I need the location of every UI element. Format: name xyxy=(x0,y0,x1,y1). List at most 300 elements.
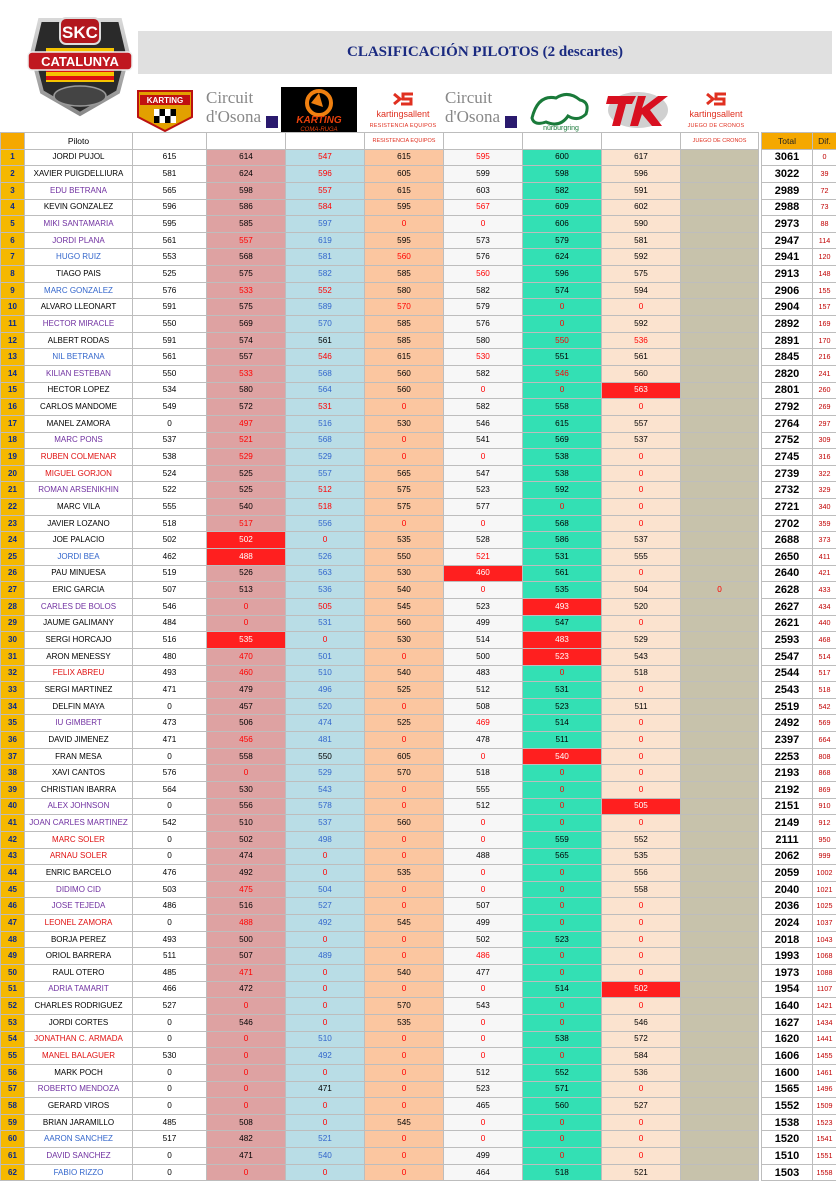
race-score-cell: 585 xyxy=(365,316,444,333)
race-score-cell: 474 xyxy=(286,715,365,732)
race-score-cell: 0 xyxy=(444,1031,523,1048)
dif-cell: 216 xyxy=(813,349,836,366)
header-row xyxy=(1,133,836,150)
race-score-cell: 581 xyxy=(286,249,365,266)
standings-row xyxy=(1,1014,836,1031)
race-score-cell: 0 xyxy=(286,632,365,649)
dif-cell: 1509 xyxy=(813,1098,836,1115)
race-score-cell xyxy=(681,998,759,1015)
race-score-cell: 591 xyxy=(133,299,207,316)
race-score-cell: 0 xyxy=(365,1031,444,1048)
race-score-cell: 498 xyxy=(286,831,365,848)
race-score-cell: 0 xyxy=(133,798,207,815)
race-score-cell: 550 xyxy=(133,316,207,333)
position-cell: 56 xyxy=(1,1064,25,1081)
race-score-cell: 584 xyxy=(602,1048,681,1065)
race-score-cell: 536 xyxy=(286,582,365,599)
pilot-name-cell: FELIX ABREU xyxy=(25,665,133,682)
race-score-cell xyxy=(681,282,759,299)
pilot-name-cell: EDU BETRANA xyxy=(25,182,133,199)
race-score-cell: 0 xyxy=(602,715,681,732)
standings-row xyxy=(1,432,836,449)
pilot-name-cell: CARLOS MANDOME xyxy=(25,399,133,416)
position-cell: 53 xyxy=(1,1014,25,1031)
race-score-cell: 493 xyxy=(523,598,602,615)
position-cell: 55 xyxy=(1,1048,25,1065)
race-score-cell: 527 xyxy=(286,898,365,915)
race-score-cell: 569 xyxy=(207,316,286,333)
pilot-name-cell: JORDI CORTES xyxy=(25,1014,133,1031)
race-score-cell: 586 xyxy=(207,199,286,216)
race-score-cell: 499 xyxy=(444,615,523,632)
standings-row xyxy=(1,515,836,532)
race-score-cell: 0 xyxy=(523,865,602,882)
race-score-cell xyxy=(681,915,759,932)
race-score-cell: 489 xyxy=(286,948,365,965)
race-score-cell: 0 xyxy=(365,648,444,665)
total-cell: 2906 xyxy=(762,282,813,299)
svg-text:COMA-RUGA: COMA-RUGA xyxy=(300,127,337,132)
race-score-cell: 557 xyxy=(286,465,365,482)
pilot-name-cell: CARLES DE BOLOS xyxy=(25,598,133,615)
race-score-cell: 592 xyxy=(602,249,681,266)
race-score-cell: 0 xyxy=(523,665,602,682)
race-score-cell: 560 xyxy=(365,815,444,832)
dif-cell: 1068 xyxy=(813,948,836,965)
race-score-cell: 0 xyxy=(286,865,365,882)
race-score-cell xyxy=(681,349,759,366)
pilot-name-cell: FRAN MESA xyxy=(25,748,133,765)
race-score-cell: 0 xyxy=(523,1014,602,1031)
race-score-cell: 0 xyxy=(207,1164,286,1181)
total-cell: 1620 xyxy=(762,1031,813,1048)
race-score-cell: 530 xyxy=(365,565,444,582)
position-cell: 41 xyxy=(1,815,25,832)
race-score-cell xyxy=(681,515,759,532)
race-score-cell: 536 xyxy=(602,332,681,349)
pilot-name-cell: GERARD VIROS xyxy=(25,1098,133,1115)
race-score-cell: 488 xyxy=(207,915,286,932)
race-score-cell: 614 xyxy=(207,149,286,166)
page-title: CLASIFICACIÓN PILOTOS (2 descartes) xyxy=(347,44,623,61)
race-score-cell: 474 xyxy=(207,848,286,865)
pilot-name-cell: DIDIMO CID xyxy=(25,881,133,898)
dif-cell: 359 xyxy=(813,515,836,532)
race-score-cell: 516 xyxy=(207,898,286,915)
position-cell: 61 xyxy=(1,1148,25,1165)
dif-cell: 373 xyxy=(813,532,836,549)
race-score-cell: 550 xyxy=(365,549,444,566)
race-score-cell: 615 xyxy=(133,149,207,166)
pilot-name-cell: DAVID JIMENEZ xyxy=(25,732,133,749)
race-score-cell: 471 xyxy=(207,1148,286,1165)
race-score-cell: 460 xyxy=(207,665,286,682)
race-score-cell: 0 xyxy=(444,865,523,882)
race-score-cell: 523 xyxy=(523,931,602,948)
race-score-cell: 550 xyxy=(286,748,365,765)
standings-row xyxy=(1,249,836,266)
race-score-cell: 531 xyxy=(523,549,602,566)
race-score-cell: 529 xyxy=(207,449,286,466)
race-score-cell: 525 xyxy=(365,715,444,732)
standings-row xyxy=(1,648,836,665)
position-cell: 48 xyxy=(1,931,25,948)
race-score-cell: 592 xyxy=(523,482,602,499)
race-score-cell: 547 xyxy=(523,615,602,632)
pilot-name-cell: ALBERT RODAS xyxy=(25,332,133,349)
race-score-cell: 512 xyxy=(444,1064,523,1081)
pilot-name-cell: ADRIA TAMARIT xyxy=(25,981,133,998)
race-score-cell: 552 xyxy=(286,282,365,299)
race-score-cell: 0 xyxy=(365,831,444,848)
race-score-cell: 499 xyxy=(444,915,523,932)
race-score-cell: 477 xyxy=(444,965,523,982)
race-score-cell: 0 xyxy=(523,965,602,982)
race-score-cell: 0 xyxy=(681,582,759,599)
race-score-cell: 558 xyxy=(207,748,286,765)
position-cell: 3 xyxy=(1,182,25,199)
race-score-cell: 0 xyxy=(286,981,365,998)
race-score-cell: 521 xyxy=(602,1164,681,1181)
race-score-cell: 0 xyxy=(444,382,523,399)
race-score-cell: 527 xyxy=(602,1098,681,1115)
position-cell: 26 xyxy=(1,565,25,582)
race-score-cell: 0 xyxy=(133,1031,207,1048)
race-score-cell: 0 xyxy=(286,1014,365,1031)
standings-row xyxy=(1,582,836,599)
header-race-5 xyxy=(444,133,523,150)
race-score-cell: 617 xyxy=(602,149,681,166)
total-cell: 2702 xyxy=(762,515,813,532)
race-score-cell: 0 xyxy=(133,831,207,848)
race-score-cell: 471 xyxy=(207,965,286,982)
total-cell: 1510 xyxy=(762,1148,813,1165)
pilot-name-cell: HECTOR MIRACLE xyxy=(25,316,133,333)
race-score-cell: 577 xyxy=(444,499,523,516)
race-score-cell: 0 xyxy=(523,881,602,898)
race-score-cell xyxy=(681,798,759,815)
race-score-cell: 570 xyxy=(365,299,444,316)
race-score-cell: 522 xyxy=(133,482,207,499)
dif-cell: 542 xyxy=(813,698,836,715)
standings-row xyxy=(1,365,836,382)
race-score-cell: 561 xyxy=(133,232,207,249)
race-score-cell: 596 xyxy=(133,199,207,216)
race-score-cell: 0 xyxy=(523,798,602,815)
sponsor-karting-coma-ruga xyxy=(281,87,357,132)
standings-row xyxy=(1,449,836,466)
race-score-cell: 560 xyxy=(523,1098,602,1115)
race-score-cell: 0 xyxy=(207,1081,286,1098)
race-score-cell: 565 xyxy=(133,182,207,199)
race-score-cell: 595 xyxy=(365,232,444,249)
dif-cell: 148 xyxy=(813,266,836,283)
race-score-cell: 615 xyxy=(365,182,444,199)
race-score-cell: 540 xyxy=(365,665,444,682)
race-score-cell: 553 xyxy=(133,249,207,266)
pilot-name-cell: JOSE TEJEDA xyxy=(25,898,133,915)
standings-row xyxy=(1,199,836,216)
race-score-cell: 594 xyxy=(602,282,681,299)
dif-cell: 1043 xyxy=(813,931,836,948)
race-score-cell: 530 xyxy=(365,632,444,649)
race-score-cell: 561 xyxy=(286,332,365,349)
dif-cell: 72 xyxy=(813,182,836,199)
total-cell: 2628 xyxy=(762,582,813,599)
race-score-cell xyxy=(681,1064,759,1081)
race-score-cell: 0 xyxy=(602,399,681,416)
race-score-cell: 0 xyxy=(365,1164,444,1181)
race-score-cell: 579 xyxy=(523,232,602,249)
dif-cell: 120 xyxy=(813,249,836,266)
standings-row xyxy=(1,665,836,682)
position-cell: 32 xyxy=(1,665,25,682)
total-cell: 2640 xyxy=(762,565,813,582)
race-score-cell: 564 xyxy=(133,781,207,798)
header-race-4: RESISTENCIA EQUIPOS xyxy=(365,133,444,150)
standings-row xyxy=(1,266,836,283)
race-score-cell xyxy=(681,765,759,782)
race-score-cell: 602 xyxy=(602,199,681,216)
position-cell: 23 xyxy=(1,515,25,532)
pilot-name-cell: JORDI PLANA xyxy=(25,232,133,249)
race-score-cell: 557 xyxy=(207,232,286,249)
race-score-cell: 0 xyxy=(365,1098,444,1115)
race-score-cell: 568 xyxy=(523,515,602,532)
race-score-cell xyxy=(681,1164,759,1181)
race-score-cell xyxy=(681,1014,759,1031)
total-cell: 2739 xyxy=(762,465,813,482)
total-cell: 2059 xyxy=(762,865,813,882)
race-score-cell: 605 xyxy=(365,748,444,765)
dif-cell: 433 xyxy=(813,582,836,599)
pilot-name-cell: LEONEL ZAMORA xyxy=(25,915,133,932)
total-cell: 2192 xyxy=(762,781,813,798)
race-score-cell: 574 xyxy=(523,282,602,299)
race-score-cell: 523 xyxy=(523,648,602,665)
race-score-cell: 512 xyxy=(444,798,523,815)
position-cell: 7 xyxy=(1,249,25,266)
race-score-cell: 0 xyxy=(523,948,602,965)
total-cell: 2732 xyxy=(762,482,813,499)
position-cell: 8 xyxy=(1,266,25,283)
total-cell: 2764 xyxy=(762,415,813,432)
race-score-cell: 518 xyxy=(602,665,681,682)
race-score-cell: 516 xyxy=(133,632,207,649)
standings-row xyxy=(1,948,836,965)
race-score-cell: 538 xyxy=(523,465,602,482)
race-score-cell: 523 xyxy=(523,698,602,715)
position-cell: 40 xyxy=(1,798,25,815)
race-score-cell: 624 xyxy=(207,166,286,183)
race-score-cell: 0 xyxy=(523,1048,602,1065)
race-score-cell: 0 xyxy=(523,316,602,333)
position-cell: 11 xyxy=(1,316,25,333)
race-score-cell: 0 xyxy=(365,931,444,948)
race-score-cell: 500 xyxy=(207,931,286,948)
dif-cell: 1421 xyxy=(813,998,836,1015)
dif-cell: 868 xyxy=(813,765,836,782)
race-score-cell: 0 xyxy=(365,432,444,449)
pilot-name-cell: DAVID SANCHEZ xyxy=(25,1148,133,1165)
race-score-cell: 518 xyxy=(133,515,207,532)
position-cell: 20 xyxy=(1,465,25,482)
position-cell: 31 xyxy=(1,648,25,665)
dif-cell: 1107 xyxy=(813,981,836,998)
race-score-cell xyxy=(681,881,759,898)
position-cell: 51 xyxy=(1,981,25,998)
race-score-cell: 572 xyxy=(602,1031,681,1048)
standings-row xyxy=(1,382,836,399)
standings-row xyxy=(1,216,836,233)
dif-cell: 269 xyxy=(813,399,836,416)
position-cell: 13 xyxy=(1,349,25,366)
dif-cell: 0 xyxy=(813,149,836,166)
race-score-cell: 582 xyxy=(523,182,602,199)
race-score-cell xyxy=(681,266,759,283)
race-score-cell: 560 xyxy=(365,365,444,382)
race-score-cell: 0 xyxy=(602,931,681,948)
race-score-cell: 573 xyxy=(444,232,523,249)
standings-row xyxy=(1,166,836,183)
race-score-cell: 0 xyxy=(286,848,365,865)
race-score-cell: 0 xyxy=(286,998,365,1015)
race-score-cell: 0 xyxy=(444,981,523,998)
pilot-name-cell: SERGI MARTINEZ xyxy=(25,682,133,699)
position-cell: 17 xyxy=(1,415,25,432)
race-score-cell: 0 xyxy=(365,981,444,998)
position-cell: 52 xyxy=(1,998,25,1015)
total-cell: 1993 xyxy=(762,948,813,965)
race-score-cell: 508 xyxy=(444,698,523,715)
race-score-cell: 0 xyxy=(602,499,681,516)
race-score-cell: 505 xyxy=(602,798,681,815)
race-score-cell xyxy=(681,1131,759,1148)
total-cell: 2018 xyxy=(762,931,813,948)
dif-cell: 1021 xyxy=(813,881,836,898)
race-score-cell: 605 xyxy=(365,166,444,183)
race-score-cell: 543 xyxy=(602,648,681,665)
race-score-cell: 579 xyxy=(444,299,523,316)
race-score-cell: 0 xyxy=(523,1131,602,1148)
race-score-cell: 546 xyxy=(207,1014,286,1031)
race-score-cell xyxy=(681,499,759,516)
race-score-cell: 536 xyxy=(602,1064,681,1081)
race-score-cell: 0 xyxy=(365,781,444,798)
race-score-cell xyxy=(681,399,759,416)
race-score-cell: 531 xyxy=(286,399,365,416)
dif-cell: 1455 xyxy=(813,1048,836,1065)
position-cell: 42 xyxy=(1,831,25,848)
race-score-cell: 545 xyxy=(365,915,444,932)
race-score-cell: 528 xyxy=(444,532,523,549)
race-score-cell xyxy=(681,632,759,649)
position-cell: 38 xyxy=(1,765,25,782)
pilot-name-cell: HECTOR LOPEZ xyxy=(25,382,133,399)
pilot-name-cell: JOAN CARLES MARTINEZ xyxy=(25,815,133,832)
position-cell: 44 xyxy=(1,865,25,882)
race-score-cell: 535 xyxy=(523,582,602,599)
position-cell: 22 xyxy=(1,499,25,516)
standings-row xyxy=(1,698,836,715)
race-score-cell: 0 xyxy=(133,1064,207,1081)
race-score-cell: 0 xyxy=(133,1148,207,1165)
position-cell: 58 xyxy=(1,1098,25,1115)
race-score-cell: 0 xyxy=(523,898,602,915)
race-score-cell: 525 xyxy=(207,482,286,499)
race-score-cell: 521 xyxy=(444,549,523,566)
race-score-cell xyxy=(681,981,759,998)
race-score-cell: 0 xyxy=(602,465,681,482)
race-score-cell: 516 xyxy=(286,415,365,432)
race-score-cell: 471 xyxy=(133,732,207,749)
pilot-name-cell: JOE PALACIO xyxy=(25,532,133,549)
race-score-cell xyxy=(681,1098,759,1115)
standings-row xyxy=(1,831,836,848)
race-score-cell: 0 xyxy=(602,948,681,965)
race-score-cell: 483 xyxy=(523,632,602,649)
race-score-cell xyxy=(681,232,759,249)
pilot-name-cell: ENRIC BARCELO xyxy=(25,865,133,882)
race-score-cell: 585 xyxy=(365,332,444,349)
total-cell: 1954 xyxy=(762,981,813,998)
race-score-cell: 595 xyxy=(444,149,523,166)
race-score-cell: 540 xyxy=(207,499,286,516)
race-score-cell: 0 xyxy=(365,1131,444,1148)
pilot-name-cell: JAUME GALIMANY xyxy=(25,615,133,632)
pilot-name-cell: ARNAU SOLER xyxy=(25,848,133,865)
standings-row xyxy=(1,898,836,915)
race-score-cell: 0 xyxy=(365,698,444,715)
race-score-cell: 0 xyxy=(286,532,365,549)
race-score-cell: 512 xyxy=(444,682,523,699)
pilot-name-cell: CHARLES RODRIGUEZ xyxy=(25,998,133,1015)
race-score-cell: 557 xyxy=(286,182,365,199)
race-score-cell xyxy=(681,549,759,566)
pilot-name-cell: IU GIMBERT xyxy=(25,715,133,732)
logo-top-text: SKC xyxy=(62,23,98,42)
race-score-cell: 0 xyxy=(286,965,365,982)
race-score-cell: 545 xyxy=(365,598,444,615)
race-score-cell: 466 xyxy=(133,981,207,998)
total-cell: 2627 xyxy=(762,598,813,615)
dif-cell: 316 xyxy=(813,449,836,466)
race-score-cell: 520 xyxy=(286,698,365,715)
race-score-cell: 541 xyxy=(444,432,523,449)
race-score-cell: 545 xyxy=(365,1114,444,1131)
header-race-8: JUEGO DE CRONOS xyxy=(681,133,759,150)
standings-row xyxy=(1,149,836,166)
race-score-cell: 598 xyxy=(523,166,602,183)
race-score-cell: 0 xyxy=(133,1098,207,1115)
race-score-cell: 485 xyxy=(133,1114,207,1131)
race-score-cell: 535 xyxy=(602,848,681,865)
race-score-cell: 0 xyxy=(602,915,681,932)
race-score-cell: 525 xyxy=(133,266,207,283)
race-score-cell: 0 xyxy=(365,732,444,749)
position-cell: 45 xyxy=(1,881,25,898)
race-score-cell: 0 xyxy=(444,831,523,848)
race-score-cell: 0 xyxy=(602,615,681,632)
race-score-cell: 470 xyxy=(207,648,286,665)
race-score-cell: 550 xyxy=(523,332,602,349)
race-score-cell: 0 xyxy=(523,1148,602,1165)
race-score-cell: 576 xyxy=(133,282,207,299)
race-score-cell: 0 xyxy=(286,1164,365,1181)
dif-cell: 157 xyxy=(813,299,836,316)
race-score-cell: 568 xyxy=(286,432,365,449)
standings-row xyxy=(1,765,836,782)
